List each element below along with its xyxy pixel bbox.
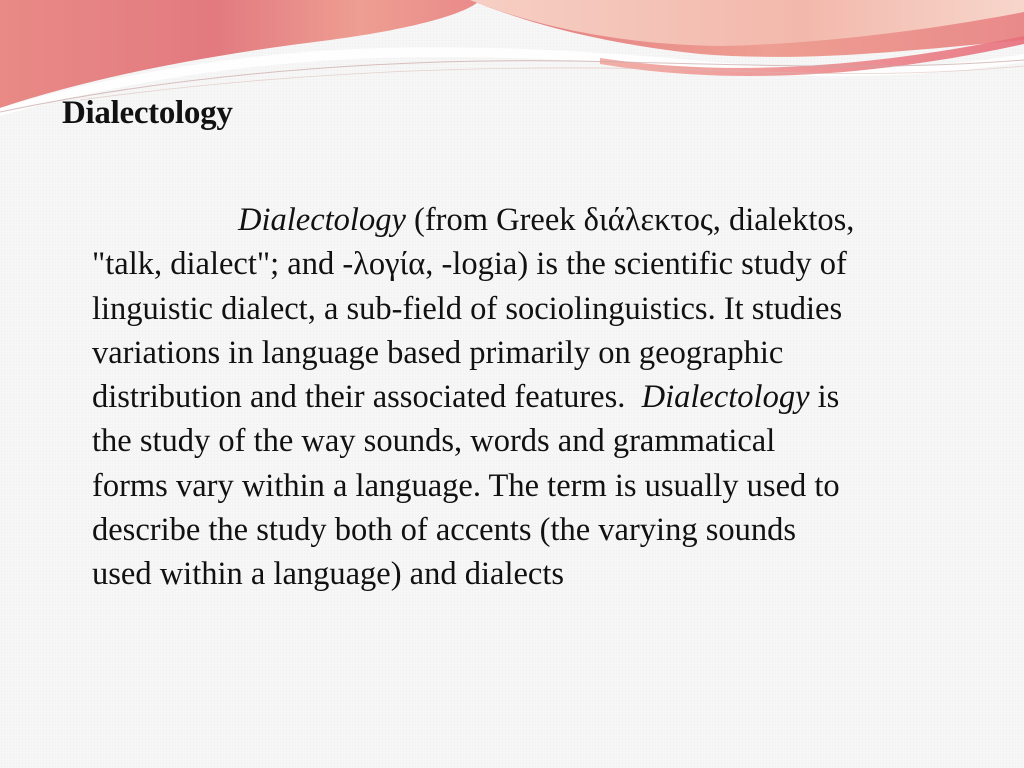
line-5-text-start: distribution and their associated features. — [92, 379, 642, 416]
paragraph-line-7: forms vary within a language. The term is usually used to — [92, 467, 840, 504]
paragraph-line-8: describe the study both of accents (the varying sounds — [92, 512, 796, 549]
paragraph-line-4: variations in language based primarily on geographic — [92, 334, 784, 371]
term-dialectology-2: Dialectology — [641, 379, 810, 416]
paragraph-line-6: the study of the way sounds, words and grammatical — [92, 423, 776, 460]
paragraph-line-2: "talk, dialect"; and -λογία, -logia) is the scientific study of — [92, 246, 847, 283]
slide-title: Dialectology — [62, 95, 233, 131]
body-paragraph — [92, 198, 972, 597]
paragraph-line-9: used within a language) and dialects — [92, 556, 564, 593]
line-5-text-end: is — [809, 379, 840, 416]
paragraph-line-1 — [92, 198, 972, 242]
paragraph-line-3: linguistic dialect, a sub-field of sociolinguistics. It studies — [92, 290, 843, 327]
paragraph-line-5 — [92, 375, 972, 419]
term-dialectology: Dialectology — [238, 202, 406, 238]
line-1-text: (from Greek διάλεκτος, dialektos, — [405, 202, 855, 238]
